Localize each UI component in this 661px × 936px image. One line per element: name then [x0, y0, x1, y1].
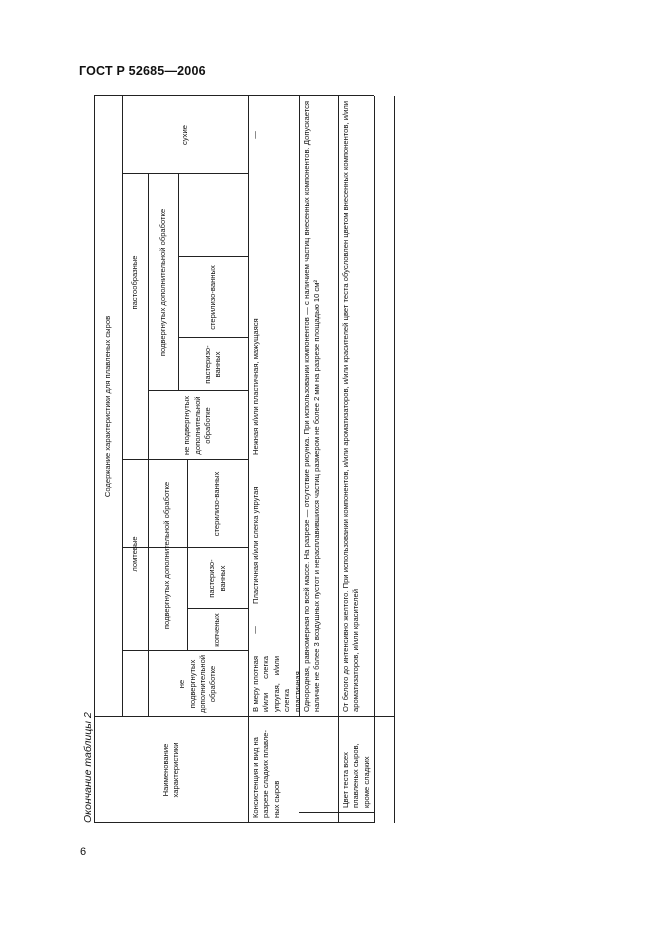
row-consistency-lomtevye-processed: Пластичная и/или слегка упругая — [251, 486, 260, 604]
header-lomtevye-processed: подвергнутых дополнительной обработке — [162, 481, 172, 630]
row-consistency-lomtevye-not-processed: В меру плотная и/или слегка упругая, и/или слегка пластичная — [251, 656, 302, 712]
row-consistency-smoked: — — [250, 626, 259, 634]
row-consistency-general-text: Однородная, равномерная по всей массе. На разрезе — отсутствие рисунка. При использовании компонентов — с наличием частиц внесенных компонентов. Допускается наличие не более 3 воздушных пустот и нерасплавившихся частиц размером не более 2 мм на разрезе площадью 10 см² — [302, 101, 322, 712]
header-lomtevye-not-processed: не подвергнутых дополнительной обработке — [177, 654, 218, 714]
rotated-table-sheet-continued — [108, 96, 408, 823]
sweet-color-table-part — [100, 96, 400, 823]
row-color-all-text: От белого до интенсивно желтого. При использовании компонентов, и/или ароматизаторов, и/или красителей цвет теста обусловлен цветом внесенных компонентов, и/или ароматизаторов, и/или красителей — [341, 101, 361, 712]
header-pasty-pasteurized: пастеризо-ванных — [202, 345, 222, 384]
header-content: Содержание характеристики для плавленых сыров — [102, 315, 112, 498]
header-pastoobraznye: пастообразные — [129, 255, 139, 310]
row-consistency-name: Консистенция и вид на разрезе сладких плавле-ных сыров — [251, 729, 281, 818]
row-color-all-name: Цвет теста всех плавленых сыров, кроме сладких — [341, 743, 371, 808]
document-header: ГОСТ Р 52685—2006 — [79, 64, 206, 78]
header-smoked: копченых — [212, 613, 222, 647]
header-lomtevye-pasteurized: пастеризо-ванных — [207, 559, 227, 598]
header-sukhie: сухие — [179, 125, 189, 145]
page-number: 6 — [80, 846, 87, 858]
row-consistency-pastoobraznye: Нежная и/или пластичная, мажущаяся — [251, 318, 260, 455]
header-pasty-sterilized: стерилизо-ванных — [207, 265, 217, 330]
header-lomtevye: ломтевые — [129, 536, 139, 572]
header-pasty-processed: подвергнутых дополнительной обработке — [157, 208, 167, 357]
header-lomtevye-sterilized: стерилизо-ванных — [212, 471, 222, 537]
table-caption: Окончание таблицы 2 — [82, 712, 94, 823]
header-pasty-not-processed: не подвергнутых дополнительной обработке — [182, 396, 213, 456]
header-characteristic-name: Наименование характеристики — [160, 742, 180, 798]
row-consistency-sukhie: — — [250, 131, 259, 139]
